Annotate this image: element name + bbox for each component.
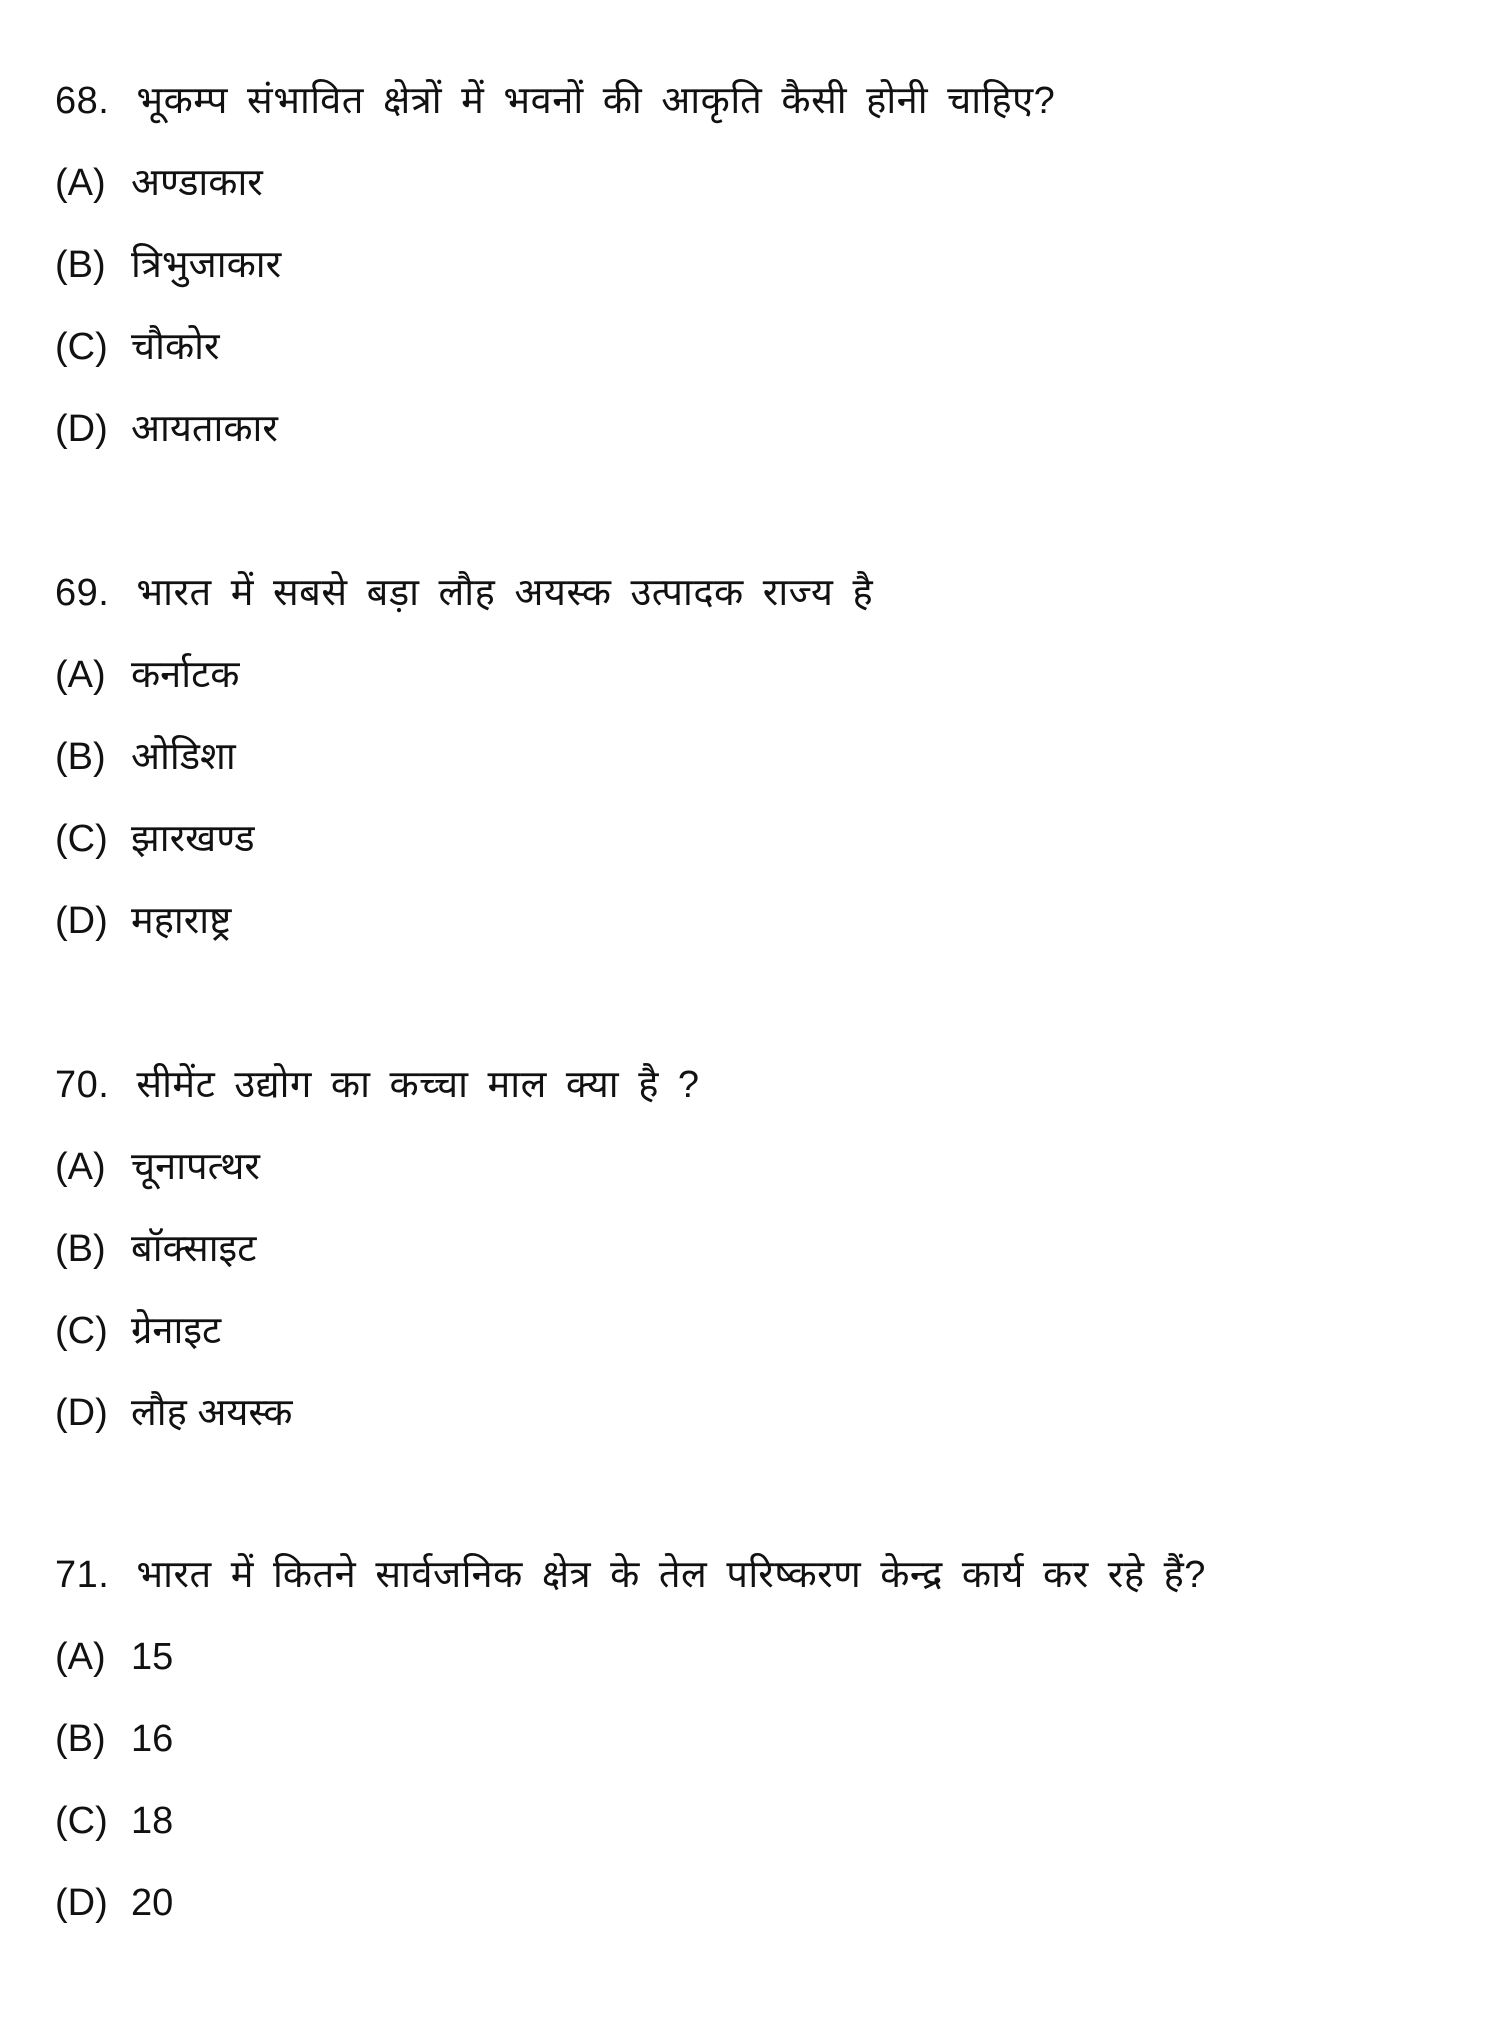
question-stem: [55, 78, 1455, 124]
option-label: (B): [55, 1228, 106, 1270]
option-label: (D): [55, 1882, 108, 1924]
option-text: चूनापत्थर: [131, 1146, 260, 1188]
option-text: अण्डाकार: [131, 162, 263, 204]
option-text: आयताकार: [131, 408, 278, 450]
question-text: भूकम्प संभावित क्षेत्रों में भवनों की आकृति कैसी होनी चाहिए?: [136, 80, 1056, 122]
question-stem: [55, 1062, 1455, 1108]
question-71: [55, 1552, 1455, 1926]
option-label: (C): [55, 818, 108, 860]
option-text: 16: [131, 1718, 174, 1760]
option-a: [55, 160, 1455, 206]
option-text: लौह अयस्क: [131, 1392, 293, 1434]
question-number: 68.: [55, 80, 110, 122]
option-label: (C): [55, 1310, 108, 1352]
option-label: (D): [55, 408, 108, 450]
question-stem: [55, 1552, 1455, 1598]
question-text: भारत में कितने सार्वजनिक क्षेत्र के तेल परिष्करण केन्द्र कार्य कर रहे हैं?: [136, 1554, 1206, 1596]
option-text: कर्नाटक: [131, 654, 240, 696]
option-text: 20: [131, 1882, 174, 1924]
option-label: (A): [55, 1636, 106, 1678]
option-text: ग्रेनाइट: [131, 1310, 222, 1352]
question-69: [55, 570, 1455, 944]
option-text: 18: [131, 1800, 174, 1842]
option-b: [55, 1226, 1455, 1272]
option-label: (B): [55, 736, 106, 778]
option-label: (B): [55, 244, 106, 286]
option-label: (D): [55, 900, 108, 942]
option-label: (C): [55, 1800, 108, 1842]
option-label: (A): [55, 1146, 106, 1188]
question-70: [55, 1062, 1455, 1436]
option-b: [55, 242, 1455, 288]
option-label: (A): [55, 654, 106, 696]
option-c: [55, 324, 1455, 370]
question-number: 71.: [55, 1554, 110, 1596]
question-number: 70.: [55, 1064, 110, 1106]
option-a: [55, 1144, 1455, 1190]
option-c: [55, 1798, 1455, 1844]
option-label: (B): [55, 1718, 106, 1760]
option-a: [55, 652, 1455, 698]
option-text: बॉक्साइट: [131, 1228, 257, 1270]
option-text: ओडिशा: [131, 736, 236, 778]
question-text: भारत में सबसे बड़ा लौह अयस्क उत्पादक राज्य है: [136, 572, 874, 614]
option-text: झारखण्ड: [131, 818, 255, 860]
option-d: [55, 898, 1455, 944]
question-stem: [55, 570, 1455, 616]
option-d: [55, 406, 1455, 452]
option-label: (D): [55, 1392, 108, 1434]
option-label: (A): [55, 162, 106, 204]
option-label: (C): [55, 326, 108, 368]
question-number: 69.: [55, 572, 110, 614]
option-b: [55, 734, 1455, 780]
option-text: महाराष्ट्र: [131, 900, 232, 942]
option-c: [55, 816, 1455, 862]
option-d: [55, 1880, 1455, 1926]
option-b: [55, 1716, 1455, 1762]
option-d: [55, 1390, 1455, 1436]
option-text: 15: [131, 1636, 174, 1678]
question-68: [55, 78, 1455, 452]
question-text: सीमेंट उद्योग का कच्चा माल क्या है ?: [136, 1064, 700, 1106]
option-text: चौकोर: [131, 326, 220, 368]
option-text: त्रिभुजाकार: [131, 244, 282, 286]
option-c: [55, 1308, 1455, 1354]
option-a: [55, 1634, 1455, 1680]
